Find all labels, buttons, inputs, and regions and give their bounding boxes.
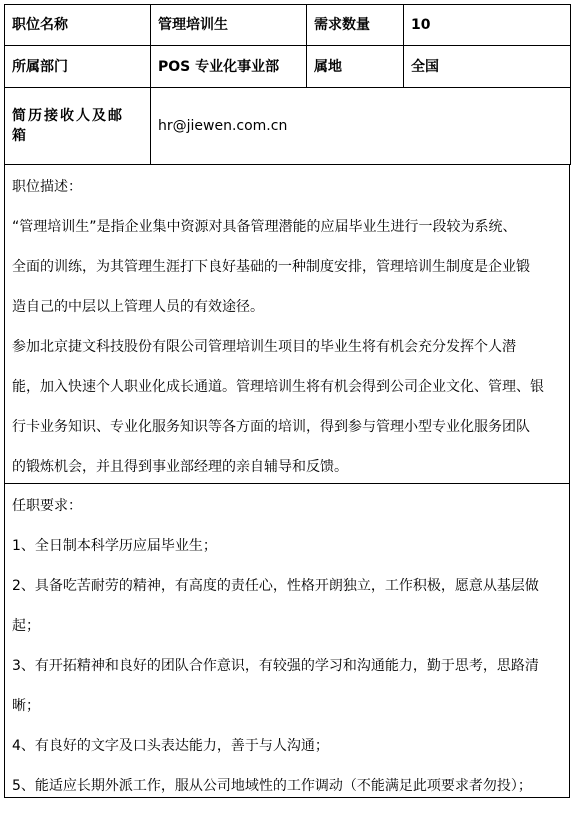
- table-row: [5, 46, 571, 88]
- description-line: 参加北京捷文科技股份有限公司管理培训生项目的毕业生将有机会充分发挥个人潜: [12, 339, 516, 355]
- requirement-line: 2、具备吃苦耐劳的精神，有高度的责任心，性格开朗独立，工作积极，愿意从基层做: [12, 578, 539, 594]
- headcount-value: 10: [404, 5, 571, 46]
- description-line: 全面的训练，为其管理生涯打下良好基础的一种制度安排，管理培训生制度是企业锻: [12, 259, 530, 275]
- requirement-line: 晰；: [12, 698, 40, 714]
- resume-email[interactable]: hr@jiewen.com.cn: [151, 88, 571, 165]
- location-label: 属地: [307, 46, 404, 88]
- resume-label-line1: 简历接收人及邮: [12, 108, 124, 124]
- table-row: [5, 5, 571, 46]
- requirement-line: 起；: [12, 618, 40, 634]
- description-line: “管理培训生”是指企业集中资源对具备管理潜能的应届毕业生进行一段较为系统、: [12, 219, 517, 235]
- job-posting-form: [4, 4, 570, 798]
- requirement-line: 3、有开拓精神和良好的团队合作意识，有较强的学习和沟通能力，勤于思考，思路清: [12, 658, 539, 674]
- requirements-heading: 任职要求：: [12, 498, 82, 514]
- description-line: 能，加入快速个人职业化成长通道。管理培训生将有机会得到公司企业文化、管理、银: [12, 379, 544, 395]
- job-info-table: [4, 4, 571, 165]
- requirement-line: 5、能适应长期外派工作，服从公司地域性的工作调动（不能满足此项要求者勿投）；: [12, 778, 532, 794]
- description-line: 的锻炼机会，并且得到事业部经理的亲自辅导和反馈。: [12, 459, 348, 475]
- description-heading: 职位描述：: [12, 179, 82, 195]
- resume-label-line2: 箱: [12, 128, 26, 144]
- location-value: 全国: [404, 46, 571, 88]
- requirement-line: 1、全日制本科学历应届毕业生；: [12, 538, 217, 554]
- position-name-label: 职位名称: [5, 5, 151, 46]
- job-description-section: [4, 165, 570, 484]
- department-value: POS 专业化事业部: [151, 46, 307, 88]
- table-row: [5, 88, 571, 165]
- job-requirements-section: [4, 484, 570, 798]
- department-label: 所属部门: [5, 46, 151, 88]
- headcount-label: 需求数量: [307, 5, 404, 46]
- requirement-line: 4、有良好的文字及口头表达能力，善于与人沟通；: [12, 738, 329, 754]
- position-name-value: 管理培训生: [151, 5, 307, 46]
- description-line: 造自己的中层以上管理人员的有效途径。: [12, 299, 264, 315]
- description-line: 行卡业务知识、专业化服务知识等各方面的培训，得到参与管理小型专业化服务团队: [12, 419, 530, 435]
- resume-recipient-label: [5, 88, 151, 165]
